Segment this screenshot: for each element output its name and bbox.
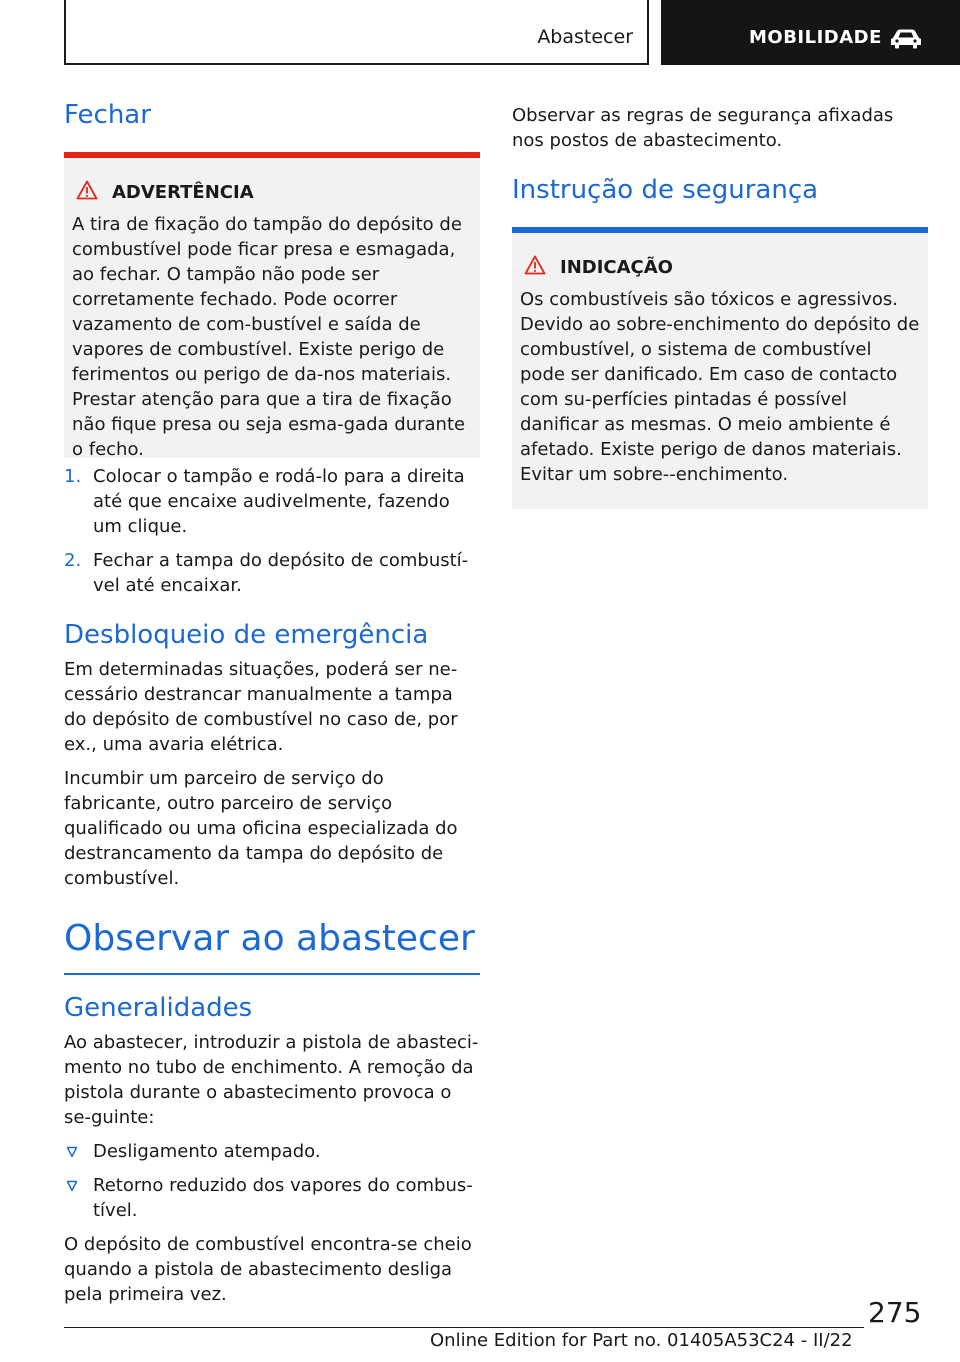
page-number: 275 [868, 1296, 922, 1329]
footer-divider [64, 1327, 864, 1328]
emergency-paragraph-1: Em determinadas situações, poderá ser ne‐cessário destrancar manualmente a tampa do depósito de combustível no caso de, por ex., uma avaria elétrica. [64, 659, 458, 756]
car-icon [889, 28, 923, 50]
steps-list [64, 464, 480, 598]
step-number: 1. [64, 466, 82, 488]
notice-box [512, 233, 928, 509]
bullet-triangle-icon [66, 1146, 78, 1158]
general-paragraph-1: Ao abastecer, introduzir a pistola de abasteci‐mento no tubo de enchimento. A remoção da pistola durante o abastecimento provoca o se‐guinte: [64, 1031, 479, 1128]
section-title-safety: Instrução de segurança [512, 175, 819, 205]
warning-title [64, 180, 480, 206]
title-underline [64, 973, 480, 975]
step-number: 2. [64, 550, 82, 572]
notice-text: Os combustíveis são tóxicos e agressivos. Devido ao sobre-enchimento do depósito de combustível, o sistema de combustível pode ser danificado. Em caso de contacto com su‐perfícies pintadas é possível danificar as mesmas. O meio ambiente é afetado. Existe perigo de danos materiais. Evitar um sobre‐-enchimento. [520, 289, 920, 486]
list-item [64, 464, 480, 539]
chapter-title-observe: Observar ao abastecer [64, 918, 475, 960]
section-title-emergency: Desbloqueio de emergência [64, 620, 429, 651]
bullet-text: Desligamento atempado. [93, 1140, 321, 1162]
warning-triangle-icon [76, 180, 98, 200]
list-item [64, 548, 480, 598]
list-item [64, 1139, 480, 1164]
right-column [512, 103, 928, 509]
header-section-tab [64, 0, 649, 65]
header-section-title: Abastecer [537, 26, 633, 48]
notice-title-label: INDICAÇÃO [560, 257, 673, 279]
step-text: Fechar a tampa do depósito de combustí‐vel até encaixar. [93, 550, 469, 597]
warning-box [64, 158, 480, 461]
warning-title-label: ADVERTÊNCIA [112, 182, 254, 204]
section-title-fechar: Fechar [64, 100, 151, 130]
footer-edition: Online Edition for Part no. 01405A53C24 - II/22 [430, 1330, 853, 1351]
safety-intro-paragraph: Observar as regras de segurança afixadas nos postos de abastecimento. [512, 105, 894, 151]
list-item [64, 1173, 480, 1223]
header-chapter-title: MOBILIDADE [749, 27, 882, 48]
warning-triangle-icon [524, 255, 546, 275]
bullet-triangle-icon [66, 1180, 78, 1192]
section-title-general: Generalidades [64, 992, 253, 1023]
step-text: Colocar o tampão e rodá-lo para a direita até que encaixe audivelmente, fazendo um clique. [93, 466, 465, 538]
header-chapter-tab [661, 0, 960, 65]
emergency-paragraph-2: Incumbir um parceiro de serviço do fabricante, outro parceiro de serviço qualificado ou uma oficina especializada do destrancamento da tampa do depósito de combustível. [64, 768, 458, 890]
bullet-list [64, 1139, 480, 1223]
warning-text: A tira de fixação do tampão do depósito de combustível pode ficar presa e esmagada, ao fechar. O tampão não pode ser corretamente fechado. Pode ocorrer vazamento de com‐bustível e saída de vapores de combustível. Existe perigo de ferimentos ou perigo de da‐nos materiais. Prestar atenção para que a tira de fixação não fique presa ou seja esma‐gada durante o fecho. [72, 214, 466, 461]
left-column [64, 100, 480, 1307]
general-paragraph-2: O depósito de combustível encontra-se cheio quando a pistola de abastecimento desliga pela primeira vez. [64, 1233, 472, 1305]
bullet-text: Retorno reduzido dos vapores do combus‐tível. [93, 1174, 473, 1221]
notice-title [512, 255, 928, 281]
